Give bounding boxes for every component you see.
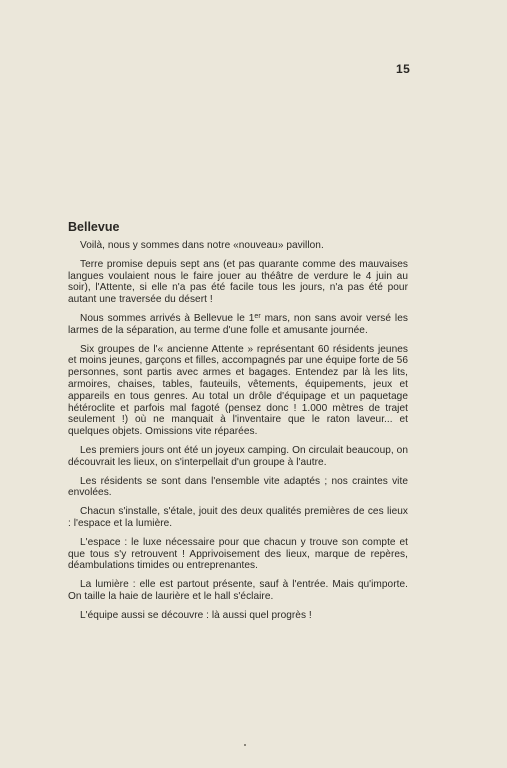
paragraph-4: Six groupes de l'« ancienne Attente » représentant 60 résidents jeunes et moins jeunes, garçons et filles, accompagnés par une équipe forte de 56 personnes, sont partis avec armes et bagages. Entendez par là les lits, armoires, chaises, tables, fauteuils, vêtements, équipements, jeux et appareils en tous genres. Au total un drôle d'équipage et un paquetage hétéroclite et parfois mal fagoté (pensez donc ! 1.000 mètres de trajet seulement !) où ne manquait à l'inventaire que le raton laveur... et quelques objets. Omissions vite réparées. (68, 343, 408, 438)
paragraph-1: Voilà, nous y sommes dans notre «nouveau» pavillon. (80, 240, 324, 251)
paragraph-3-text-after: mars, non sans avoir versé les larmes de la séparation, au terme d'une folle et amusante journée. (68, 312, 408, 336)
ordinal-superscript: er (254, 312, 261, 320)
paragraph-9: La lumière : elle est partout présente, sauf à l'entrée. Mais qu'importe. On taille la haie de laurière et le hall s'éclaire. (68, 579, 408, 602)
print-speck (244, 744, 246, 746)
paragraph-5: Les premiers jours ont été un joyeux camping. On circulait beaucoup, on découvrait les lieux, on s'interpellait d'un groupe à l'autre. (68, 444, 408, 468)
paragraph-2: Terre promise depuis sept ans (et pas quarante comme des mauvaises langues voulaient nous le faire jouer au théâtre de verdure le 4 juin au soir), l'Attente, si elle n'a pas été facile tous les jours, n'a pas été pour autant une traversée du désert ! (68, 258, 408, 306)
paragraph-3-text-before: Nous sommes arrivés à Bellevue le 1 (80, 312, 255, 324)
paragraph-6: Les résidents se sont dans l'ensemble vite adaptés ; nos craintes vite envolées. (68, 475, 408, 499)
paragraph-7: Chacun s'installe, s'étale, jouit des deux qualités premières de ces lieux : l'espace et la lumière. (68, 506, 408, 529)
paragraph-10: L'équipe aussi se découvre : là aussi quel progrès ! (80, 609, 312, 621)
paragraph-3 (68, 313, 408, 337)
paragraph-8: L'espace : le luxe nécessaire pour que chacun y trouve son compte et que tous s'y retrouvent ! Apprivoisement des lieux, marque de repères, déambulations timides ou entreprenantes. (68, 536, 408, 572)
article (68, 220, 408, 629)
section-heading: Bellevue (68, 220, 120, 234)
page-number: 15 (396, 62, 411, 76)
